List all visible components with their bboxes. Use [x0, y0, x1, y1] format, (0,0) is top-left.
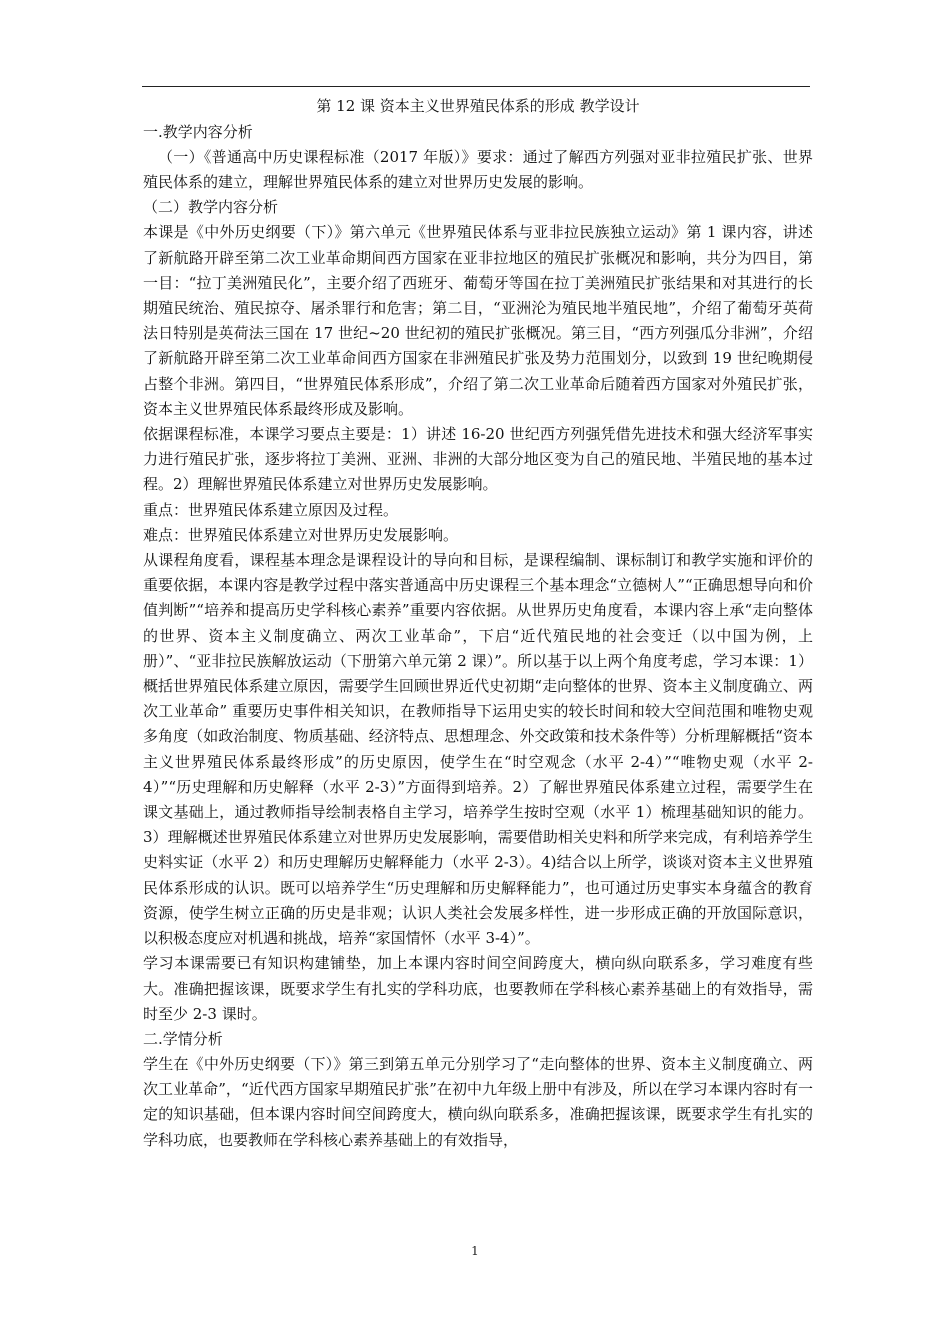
header-rule [142, 86, 810, 87]
difficulty-analysis-paragraph: 学习本课需要已有知识构建铺垫，加上本课内容时间空间跨度大，横向纵向联系多，学习难度有些大。准确把握该课，既要求学生有扎实的学科功底，也要教师在学科核心素养基础上的有效指导，需时至少 2-3 课时。 [143, 954, 813, 1023]
curriculum-perspective-paragraph: 从课程角度看，课程基本理念是课程设计的导向和目标，是课程编制、课标制订和教学实施和评价的重要依据，本课内容是教学过程中落实普通高中历史课程三个基本理念“立德树人”“正确思想导向和价值判断”“培养和提高历史学科核心素养”重要内容依据。从世界历史角度看，本课内容上承“走向整体的世界、资本主义制度确立、两次工业革命”，下启“近代殖民地的社会变迁（以中国为例，上册）”、“亚非拉民族解放运动（下册第六单元第 2 课）”。所以基于以上两个角度考虑，学习本课：1）概括世界殖民体系建立原因，需要学生回顾世界近代史初期“走向整体的世界、资本主义制度确立、两次工业革命” 重要历史事件相关知识，在教师指导下运用史实的较长时间和较大空间范围和唯物史观多角度（如政治制度、物质基础、经济特点、思想理念、外交政策和技术条件等）分析理解概括“资本主义世界殖民体系最终形成”的历史原因，使学生在“时空观念（水平 2-4）”“唯物史观（水平 2-4）”“历史理解和历史解释（水平 2-3）”方面得到培养。2）了解世界殖民体系建立过程，需要学生在课文基础上，通过教师指导绘制表格自主学习，培养学生按时空观（水平 1）梳理基础知识的能力。3）理解概述世界殖民体系建立对世界历史发展影响，需要借助相关史料和所学来完成，有利培养学生史料实证（水平 2）和历史理解历史解释能力（水平 2-3）。4)结合以上所学，谈谈对资本主义世界殖民体系形成的认识。既可以培养学生“历史理解和历史解释能力”，也可通过历史事实本身蕴含的教育资源，使学生树立正确的历史是非观；认识人类社会发展多样性，进一步形成正确的开放国际意识，以积极态度应对机遇和挑战，培养“家国情怀（水平 3-4）”。 [143, 551, 813, 948]
page-number: 1 [471, 1244, 479, 1258]
curriculum-standard-paragraph: （一）《普通高中历史课程标准（2017 年版）》要求：通过了解西方列强对亚非拉殖民扩张、世界殖民体系的建立，理解世界殖民体系的建立对世界历史发展的影响。 [143, 148, 813, 192]
section-heading-student-analysis: 二.学情分析 [143, 1029, 223, 1048]
lesson-overview-paragraph: 本课是《中外历史纲要（下）》第六单元《世界殖民体系与亚非拉民族独立运动》第 1 课内容，讲述了新航路开辟至第二次工业革命期间西方国家在亚非拉地区的殖民扩张概况和影响，共分为四目，第一目：“拉丁美洲殖民化”，主要介绍了西班牙、葡萄牙等国在拉丁美洲殖民扩张结果和对其进行的长期殖民统治、殖民掠夺、屠杀罪行和危害；第二目，“亚洲沦为殖民地半殖民地”，介绍了葡萄牙英荷法日特别是英荷法三国在 17 世纪~20 世纪初的殖民扩张概况。第三目，“西方列强瓜分非洲”，介绍了新航路开辟至第二次工业革命间西方国家在非洲殖民扩张及势力范围划分，以致到 19 世纪晚期侵占整个非洲。第四目，“世界殖民体系形成”，介绍了第二次工业革命后随着西方国家对外殖民扩张，资本主义世界殖民体系最终形成及影响。 [143, 223, 813, 418]
section-heading-content-analysis: 一.教学内容分析 [143, 123, 253, 141]
key-point-paragraph: 重点：世界殖民体系建立原因及过程。 [143, 500, 399, 519]
document-title: 第 12 课 资本主义世界殖民体系的形成 教学设计 [316, 97, 640, 115]
learning-points-paragraph: 依据课程标准，本课学习要点主要是：1）讲述 16-20 世纪西方列强凭借先进技术和强大经济军事实力进行殖民扩张，逐步将拉丁美洲、亚洲、非洲的大部分地区变为自己的殖民地、半殖民地的基本过程。2）理解世界殖民体系建立对世界历史发展影响。 [143, 425, 813, 494]
difficult-point-paragraph: 难点：世界殖民体系建立对世界历史发展影响。 [143, 525, 459, 544]
student-analysis-paragraph: 学生在《中外历史纲要（下）》第三到第五单元分别学习了“走向整体的世界、资本主义制度确立、两次工业革命”，“近代西方国家早期殖民扩张”在初中九年级上册中有涉及，所以在学习本课内容时有一定的知识基础，但本课内容时间空间跨度大，横向纵向联系多，准确把握该课，既要求学生有扎实的学科功底，也要教师在学科核心素养基础上的有效指导， [143, 1054, 813, 1149]
document-body [143, 93, 813, 1153]
subsection-heading-content-analysis: （二）教学内容分析 [143, 198, 279, 217]
